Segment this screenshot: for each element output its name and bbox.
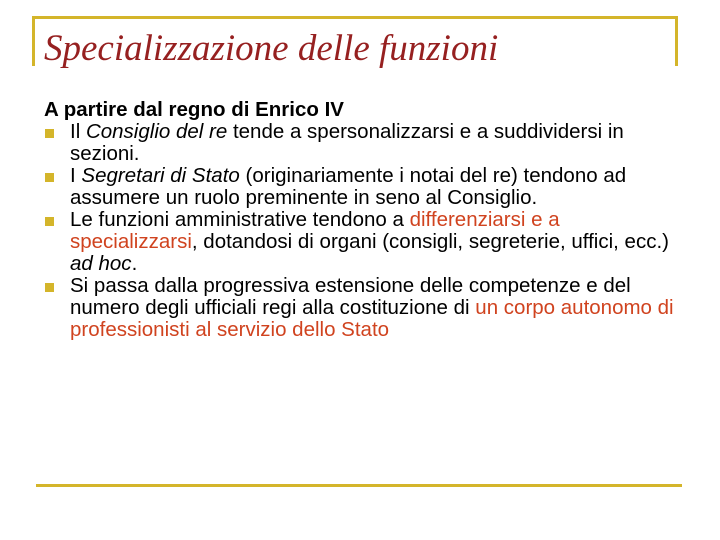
square-bullet-icon: [45, 283, 54, 292]
bullet-item: Il Consiglio del re tende a spersonalizzarsi e a suddividersi in sezioni.: [44, 121, 684, 165]
title-frame-left: [32, 16, 35, 66]
square-bullet-icon: [45, 217, 54, 226]
bullet-item: Si passa dalla progressiva estensione delle competenze e del numero degli ufficiali regi alla costituzione di un corpo autonomo di professionisti al servizio dello Stato: [44, 275, 684, 341]
content-heading: A partire dal regno di Enrico IV: [44, 98, 344, 121]
title-frame-top: [32, 16, 678, 19]
title-frame-right: [675, 16, 678, 66]
bullet-item: I Segretari di Stato (originariamente i notai del re) tendono ad assumere un ruolo preminente in seno al Consiglio.: [44, 165, 684, 209]
bullet-item: Le funzioni amministrative tendono a differenziarsi e a specializzarsi, dotandosi di organi (consigli, segreterie, uffici, ecc.) ad hoc.: [44, 209, 684, 275]
emphasis-text: Segretari di Stato: [81, 164, 240, 187]
emphasis-text: ad hoc: [70, 252, 132, 275]
square-bullet-icon: [45, 173, 54, 182]
highlight-text: differenziarsi e a specializzarsi: [70, 208, 560, 253]
highlight-text: un corpo autonomo di professionisti al servizio dello Stato: [70, 296, 674, 341]
bottom-divider: [36, 484, 682, 487]
slide-content: [44, 99, 684, 341]
emphasis-text: Consiglio del re: [85, 120, 228, 143]
slide-title: Specializzazione delle funzioni: [44, 28, 499, 69]
square-bullet-icon: [45, 129, 54, 138]
